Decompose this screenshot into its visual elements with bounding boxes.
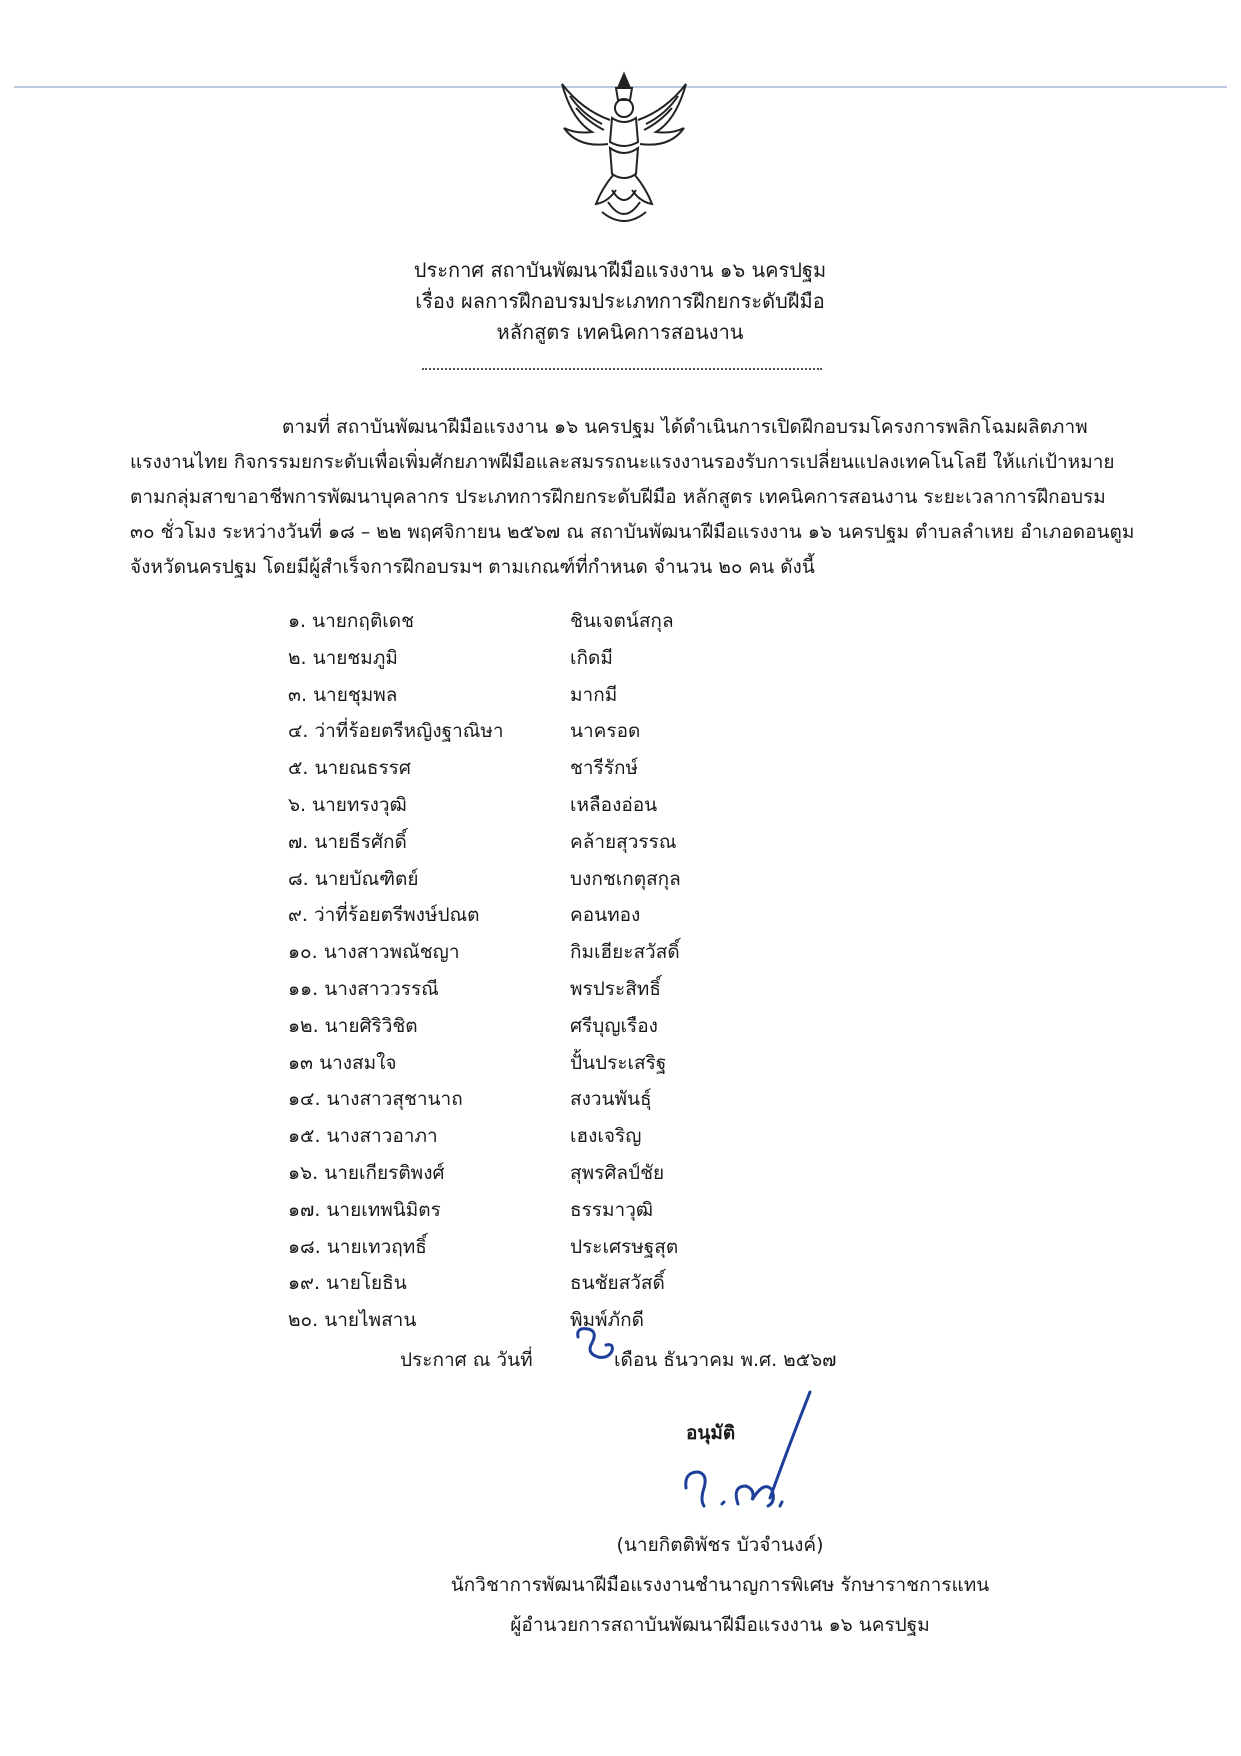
participant-surname: สงวนพันธุ์: [570, 1088, 652, 1111]
date-month-year: เดือน ธันวาคม พ.ศ. ๒๕๖๗: [614, 1349, 837, 1371]
participant-surname: ปั้นประเสริฐ: [570, 1051, 667, 1074]
participant-surname: ธนชัยสวัสดิ์: [570, 1272, 665, 1295]
paragraph-line: ตามกลุ่มสาขาอาชีพการพัฒนาบุคลากร ประเภทการฝึกยกระดับฝีมือ หลักสูตร เทคนิคการสอนงาน ระยะเวลาการฝึกอบรม: [130, 486, 1106, 508]
paragraph-line: แรงงานไทย กิจกรรมยกระดับเพื่อเพิ่มศักยภาพฝีมือและสมรรถนะแรงงานรองรับการเปลี่ยนแปลงเทคโนโลยี ให้แก่เป้าหมาย: [130, 451, 1115, 473]
participant-name: ๒. นายชมภูมิ: [288, 646, 398, 669]
participant-surname: สุพรศิลป์ชัย: [570, 1161, 665, 1184]
participant-surname: ชารีรักษ์: [570, 757, 639, 780]
date-label: ประกาศ ณ วันที่: [400, 1349, 533, 1371]
garuda-emblem-icon: [552, 70, 696, 230]
participant-surname: ธรรมาวุฒิ: [570, 1198, 654, 1221]
participant-name: ๑๔. นางสาวสุชานาถ: [288, 1088, 463, 1111]
approval-label: อนุมัติ: [686, 1422, 736, 1444]
participant-name: ๑๑. นางสาววรรณี: [288, 977, 439, 1000]
participant-name: ๑๘. นายเทวฤทธิ์: [288, 1235, 427, 1258]
participant-name: ๔. ว่าที่ร้อยตรีหญิงฐาณิษา: [288, 720, 504, 743]
participant-name: ๑. นายกฤติเดช: [288, 610, 415, 632]
participant-surname: เหลืองอ่อน: [570, 793, 658, 816]
participant-name: ๒๐. นายไพสาน: [288, 1309, 417, 1332]
participant-name: ๖. นายทรงวุฒิ: [288, 793, 407, 816]
participant-surname: มากมี: [570, 683, 618, 706]
paragraph-line: จังหวัดนครปฐม โดยมีผู้สำเร็จการฝึกอบรมฯ ตามเกณฑ์ที่กำหนด จำนวน ๒๐ คน ดังนี้: [130, 556, 815, 578]
paragraph-line: ตามที่ สถาบันพัฒนาฝีมือแรงงาน ๑๖ นครปฐม ได้ดำเนินการเปิดฝึกอบรมโครงการพลิกโฉมผลิตภาพ: [282, 416, 1088, 438]
participant-surname: เฮงเจริญ: [570, 1125, 642, 1148]
participant-name: ๙. ว่าที่ร้อยตรีพงษ์ปณต: [288, 904, 480, 927]
participant-surname: เกิดมี: [570, 646, 613, 669]
participant-surname: นาครอด: [570, 720, 641, 743]
participant-name: ๑๗. นายเทพนิมิตร: [288, 1198, 441, 1221]
participant-surname: ศรีบุญเรือง: [570, 1014, 658, 1037]
signer-title: นักวิชาการพัฒนาฝีมือแรงงานชำนาญการพิเศษ รักษาราชการแทน: [450, 1574, 990, 1596]
participant-name: ๗. นายธีรศักดิ์: [288, 830, 407, 853]
header-line-2: เรื่อง ผลการฝึกอบรมประเภทการฝึกยกระดับฝีมือ: [415, 289, 825, 313]
signer-name: (นายกิตติพัชร บัวจำนงค์): [616, 1534, 824, 1556]
signer-block: [300, 1525, 1140, 1645]
participant-name: ๓. นายชุมพล: [288, 683, 398, 706]
participant-name: ๑๙. นายโยธิน: [288, 1272, 407, 1295]
participant-surname: พรประสิทธิ์: [570, 977, 661, 1000]
participant-name: ๑๓ นางสมใจ: [288, 1051, 397, 1074]
participant-surname: บงกชเกตุสกุล: [570, 867, 681, 890]
announcement-header: [300, 255, 940, 348]
participant-surname: คอนทอง: [570, 904, 641, 927]
participant-surname: ประเศรษฐสุต: [570, 1235, 679, 1258]
participant-name: ๕. นายณธรรศ: [288, 757, 411, 780]
paragraph-line: ๓๐ ชั่วโมง ระหว่างวันที่ ๑๘ – ๒๒ พฤศจิกายน ๒๕๖๗ ณ สถาบันพัฒนาฝีมือแรงงาน ๑๖ นครปฐม ตำบลลำเหย อำเภอดอนตูม: [130, 521, 1135, 543]
signature: [660, 1388, 830, 1522]
participant-name: ๑๖. นายเกียรติพงศ์: [288, 1161, 445, 1184]
participant-name: ๑๕. นางสาวอาภา: [288, 1125, 438, 1148]
participant-name: ๘. นายบัณฑิตย์: [288, 867, 419, 890]
participant-surname: กิมเฮียะสวัสดิ์: [570, 941, 680, 964]
dotted-separator: [422, 368, 822, 370]
participant-surname: คล้ายสุวรรณ: [570, 830, 677, 853]
header-line-3: หลักสูตร เทคนิคการสอนงาน: [496, 320, 744, 344]
header-line-1: ประกาศ สถาบันพัฒนาฝีมือแรงงาน ๑๖ นครปฐม: [413, 258, 827, 282]
signer-organization: ผู้อำนวยการสถาบันพัฒนาฝีมือแรงงาน ๑๖ นครปฐม: [510, 1614, 930, 1636]
participant-name: ๑๒. นายศิริวิชิต: [288, 1014, 418, 1037]
body-paragraph: [130, 410, 1136, 585]
participant-surname: พิมพ์ภักดี: [570, 1309, 644, 1332]
participant-surname: ชินเจตน์สกุล: [570, 610, 674, 632]
participant-name: ๑๐. นางสาวพณัชญา: [288, 941, 460, 964]
